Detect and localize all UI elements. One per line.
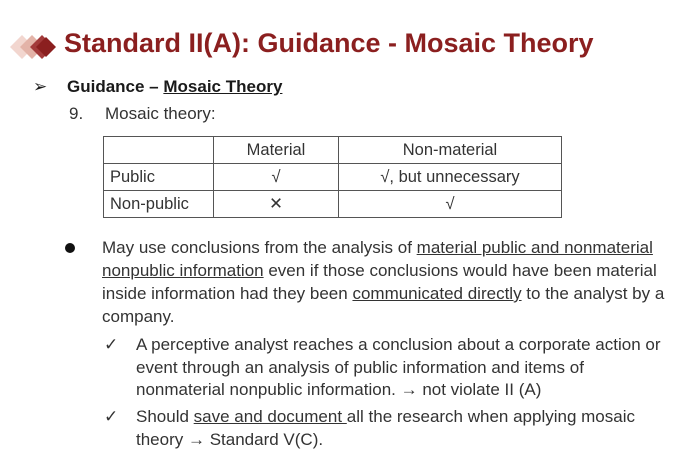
check-underlined-segment: save and document (193, 407, 347, 426)
check-item-1: A perceptive analyst reaches a conclusion about a corporate action or event through an analysis of public information and items of nonmaterial nonpublic information. → not violate II (A) (136, 335, 661, 399)
bullet-underlined-segment: material public and nonmaterial nonpublic information (102, 238, 653, 280)
bullet-underlined-segment: communicated directly (352, 284, 522, 303)
guidance-topic: Mosaic Theory (163, 77, 283, 96)
slide-title: Standard II(A): Guidance - Mosaic Theory (64, 28, 594, 58)
table-cell: ✕ (214, 191, 339, 218)
table-row (104, 191, 562, 218)
bullet-text (102, 236, 677, 328)
mosaic-table (103, 136, 562, 218)
check-segment: all the research when applying mosaic theory → Standard V(C). (136, 407, 635, 449)
table-cell: Non-public (104, 191, 214, 218)
table-header-row (104, 137, 562, 164)
table-cell: √, but unnecessary (339, 164, 562, 191)
table-row (104, 164, 562, 191)
item-number: 9. (69, 104, 84, 123)
table-header-cell: Material (214, 137, 339, 164)
checkmark-icon: ✓ (104, 407, 119, 426)
bullet-segment: to the analyst by a company. (102, 284, 665, 326)
numbered-item (69, 104, 216, 124)
table-cell: Public (104, 164, 214, 191)
table-header-cell: Non-material (339, 137, 562, 164)
checkmark-icon: ✓ (104, 335, 119, 354)
guidance-prefix: Guidance – (67, 77, 164, 96)
check-item-2 (136, 406, 676, 451)
arrowhead-bullet-icon: ➢ (33, 77, 48, 96)
table-header-cell (104, 137, 214, 164)
check-segment: Should (136, 407, 194, 426)
guidance-heading (33, 77, 282, 97)
table-cell: √ (339, 191, 562, 218)
bullet-segment: even if those conclusions would have been material inside information had they been (102, 261, 657, 303)
table-cell: √ (214, 164, 339, 191)
bullet-segment: May use conclusions from the analysis of (102, 238, 417, 257)
diamond-logo-icon (10, 33, 60, 61)
item-text: Mosaic theory: (105, 104, 216, 123)
